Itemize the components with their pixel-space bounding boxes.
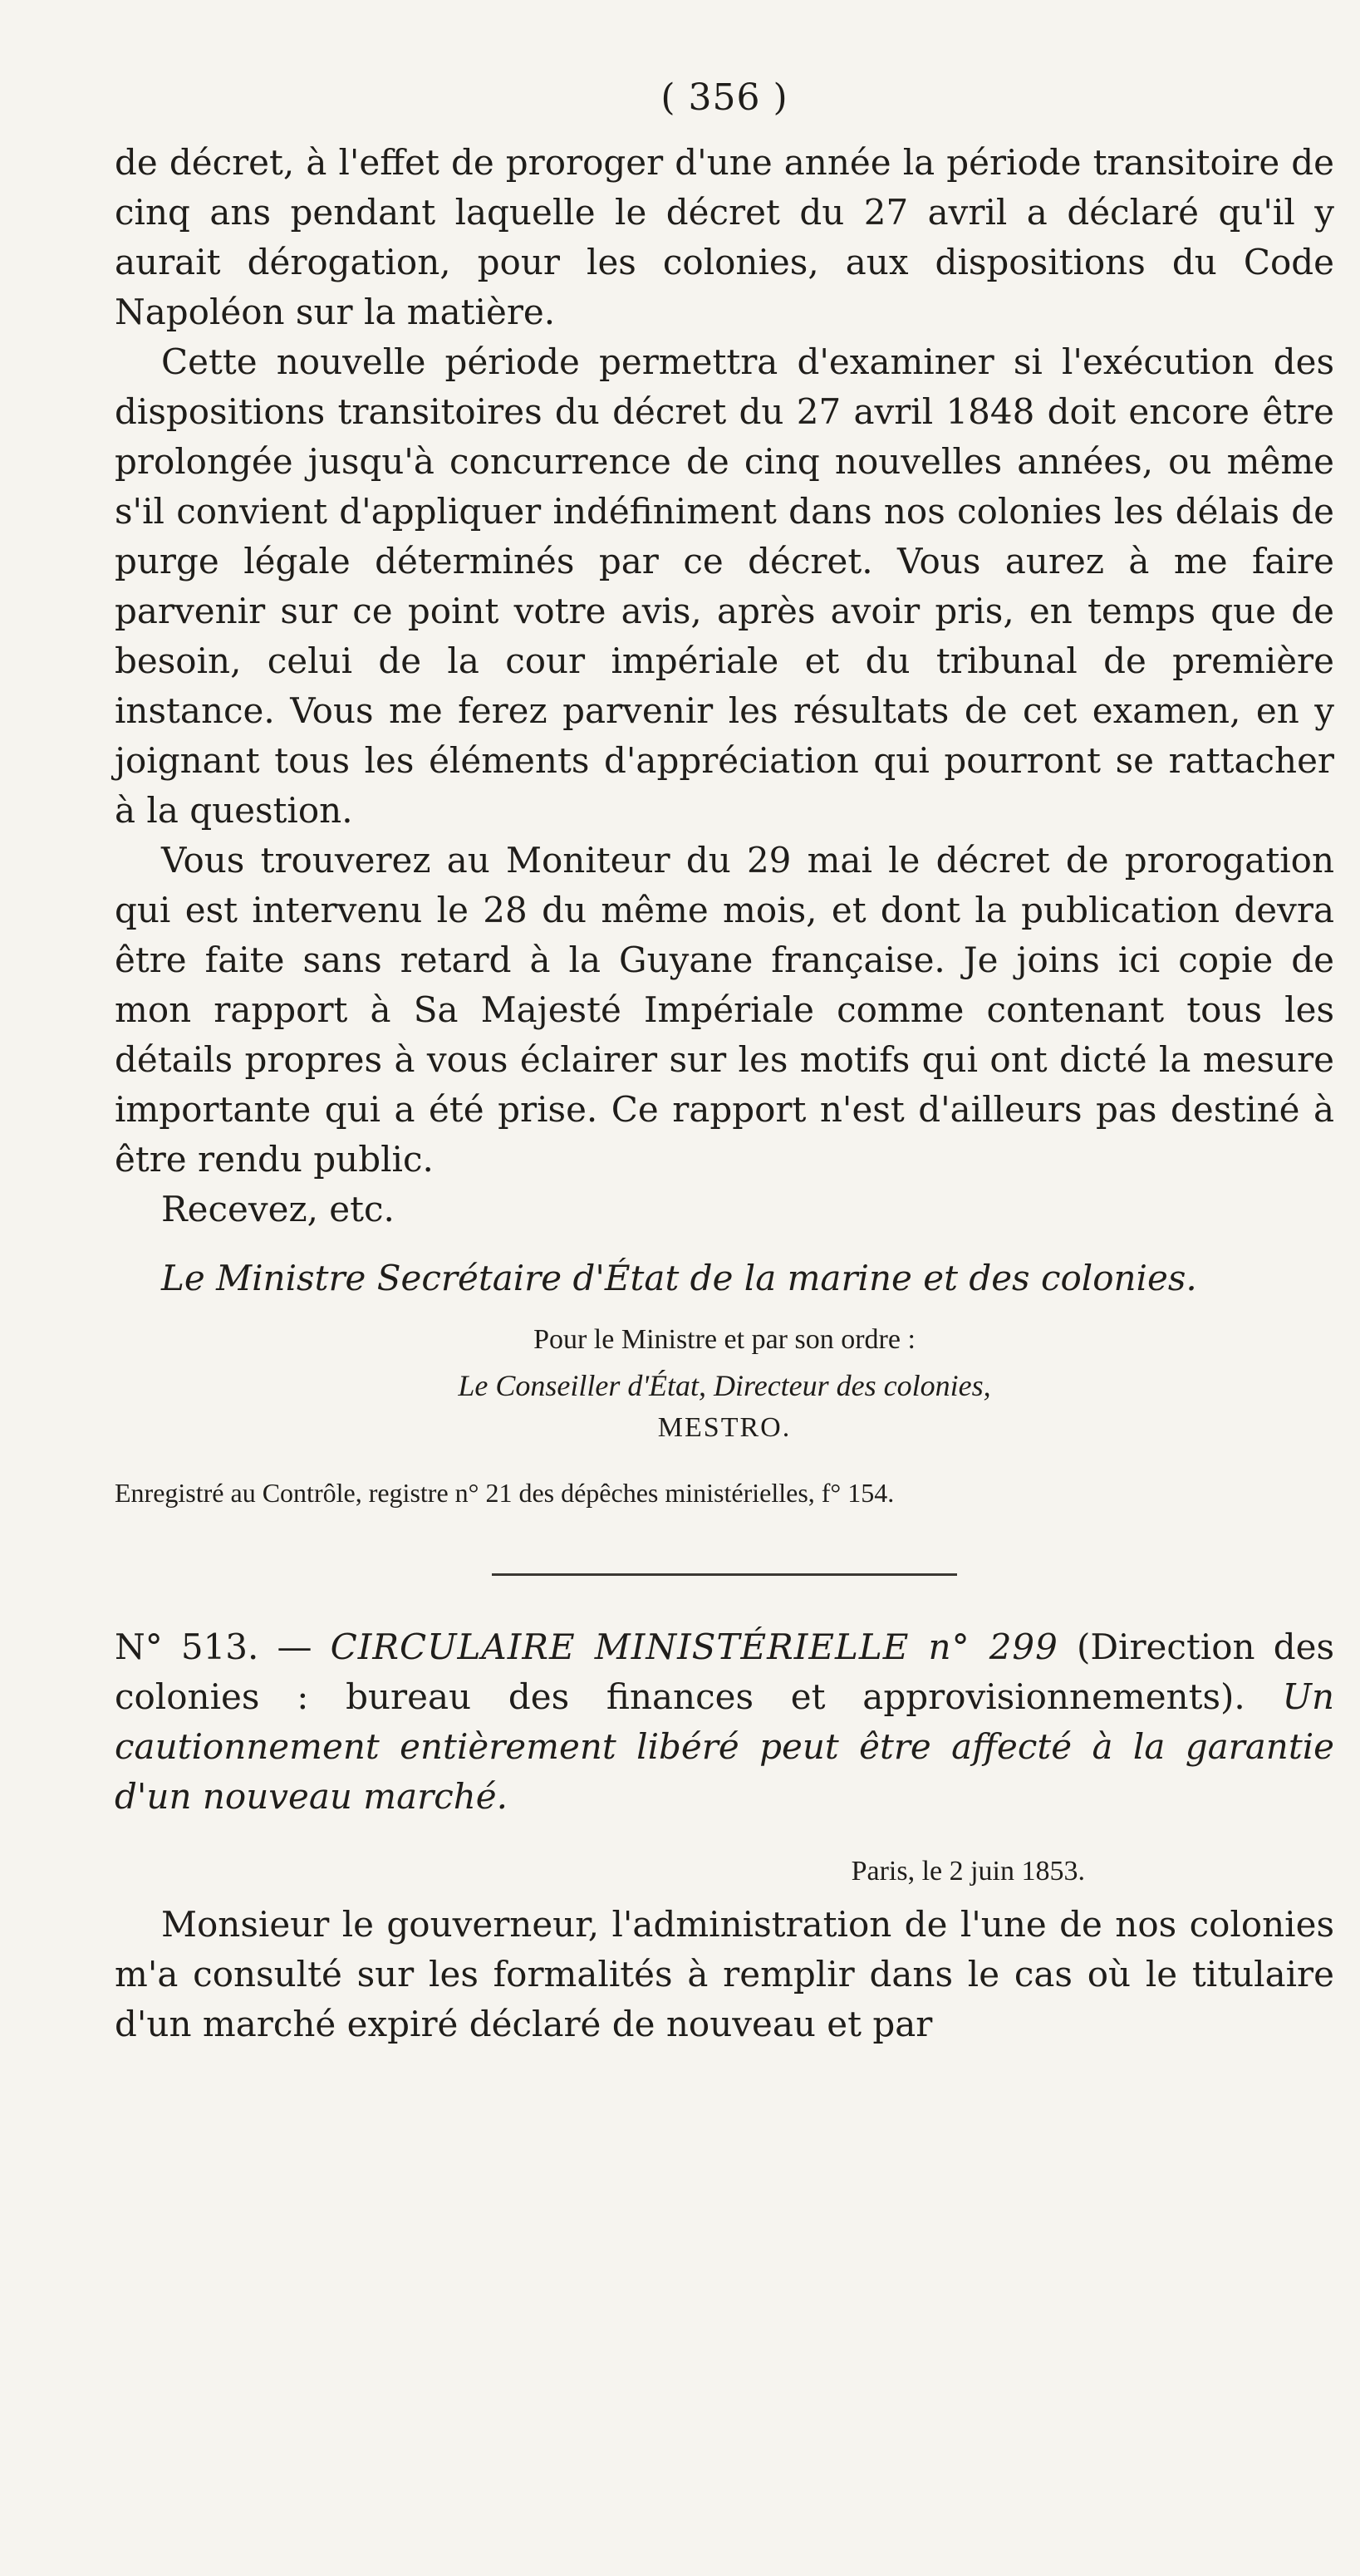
text-column (115, 73, 1334, 2049)
signature-conseiller: Le Conseiller d'État, Directeur des colonies, (458, 1369, 991, 1402)
circular-date: Paris, le 2 juin 1853. (851, 1856, 1085, 1887)
circular-header (115, 1622, 1334, 1822)
paragraph-nouvelle-periode: Cette nouvelle période permettra d'examiner si l'exécution des dispositions transitoires du décret du 27 avril 1848 doit encore être prolongée jusqu'à concurrence de cinq nouvelles années, ou même s'il convient d'appliquer indéfiniment dans nos colonies les délais de purge légale déterminés par ce décret. Vous aurez à me faire parvenir sur ce point votre avis, après avoir pris, en temps que de besoin, celui de la cour impériale et du tribunal de première instance. Vous me ferez parvenir les résultats de cet examen, en y joignant tous les éléments d'appréciation qui pourront se rattacher à la question. (115, 341, 1334, 831)
circular-number: N° 513. — (115, 1627, 331, 1667)
signature-title: Le Ministre Secrétaire d'État de la marine et des colonies. (161, 1258, 1197, 1298)
paragraph-continuation: de décret, à l'effet de proroger d'une année la période transitoire de cinq ans pendant laquelle le décret du 27 avril a déclaré qu'il y aurait dérogation, pour les colonies, aux dispositions du Code Napoléon sur la matière. (115, 142, 1334, 332)
circular-body: Monsieur le gouverneur, l'administration de l'une de nos colonies m'a consulté sur les formalités à remplir dans le cas où le titulaire d'un marché expiré déclaré de nouveau et par (115, 1904, 1334, 2044)
paragraph-recevez: Recevez, etc. (161, 1189, 395, 1229)
paragraph-moniteur: Vous trouverez au Moniteur du 29 mai le décret de prorogation qui est intervenu le 28 du même mois, et dont la publication devra être faite sans retard à la Guyane française. Je joins ici copie de mon rapport à Sa Majesté Impériale comme contenant tous les détails propres à vous éclairer sur les motifs qui ont dicté la mesure importante qui a été prise. Ce rapport n'est d'ailleurs pas destiné à être rendu public. (115, 840, 1334, 1180)
circular-title: CIRCULAIRE MINISTÉRIELLE n° 299 (330, 1627, 1058, 1667)
section-divider (492, 1573, 957, 1576)
registry-note: Enregistré au Contrôle, registre n° 21 des dépêches ministérielles, f° 154. (115, 1478, 895, 1508)
circular-direction: (Direction des colonies : bureau des finances et approvisionnements). (115, 1627, 1334, 1717)
circular-summary: Un cautionnement entièrement libéré peut être affecté à la garantie d'un nouveau marché. (115, 1676, 1334, 1817)
signature-name: MESTRO. (657, 1412, 792, 1443)
signature-order-line: Pour le Ministre et par son ordre : (533, 1324, 916, 1355)
page-number: ( 356 ) (660, 76, 788, 119)
